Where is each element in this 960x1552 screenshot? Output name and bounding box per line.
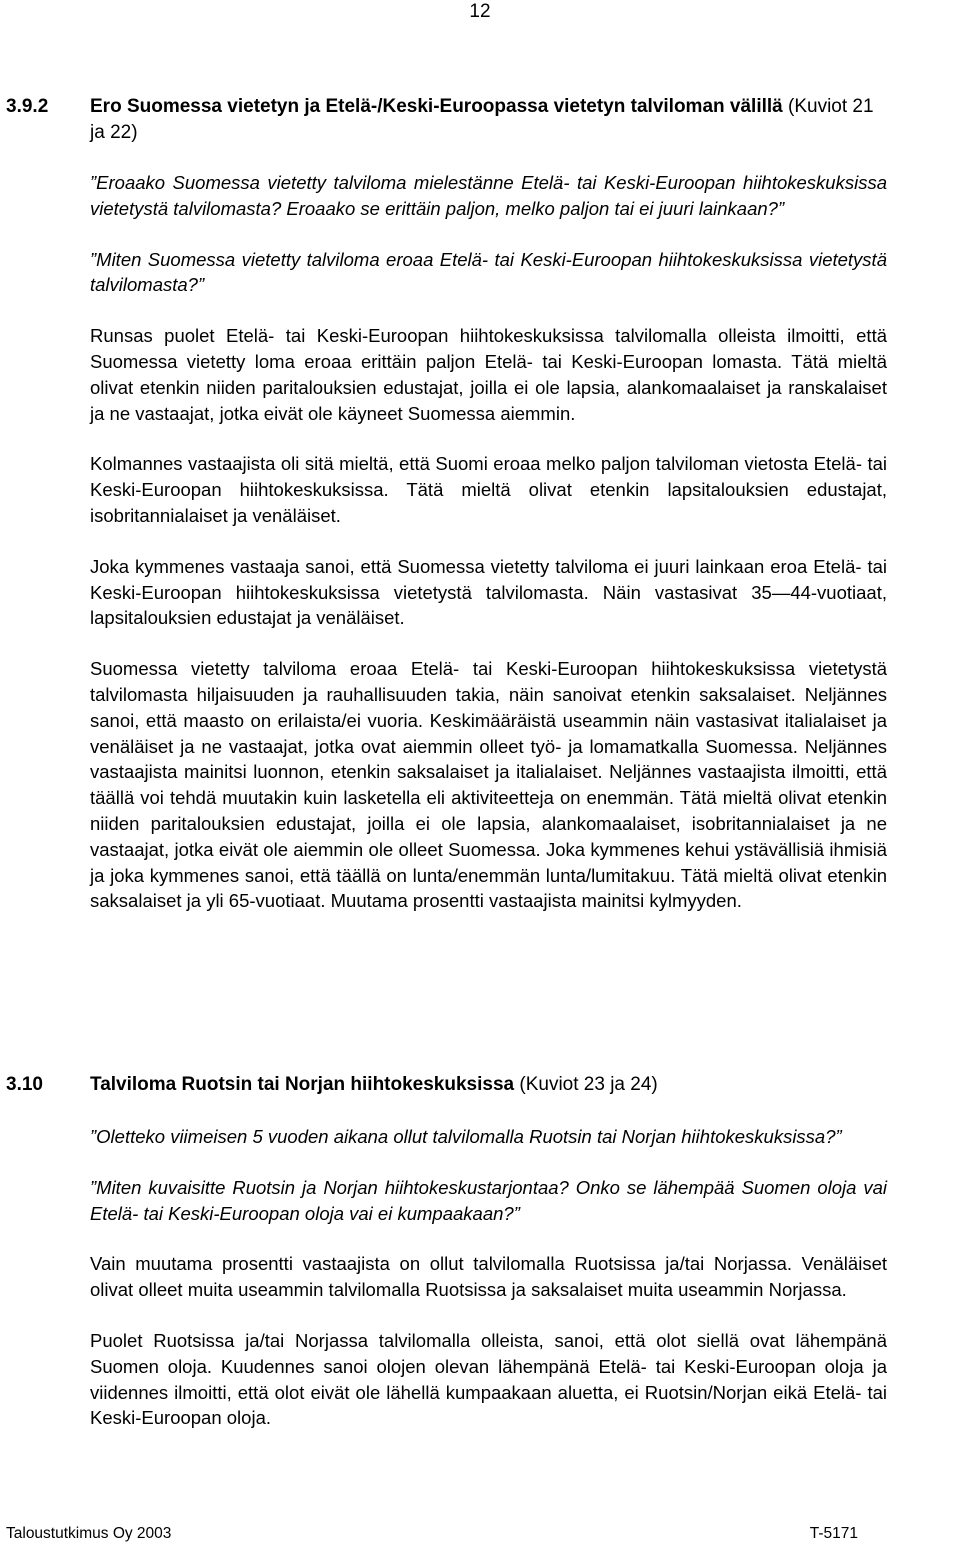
section-title <box>90 94 887 146</box>
section-heading <box>0 1072 960 1098</box>
survey-question: ”Miten kuvaisitte Ruotsin ja Norjan hiihtokeskustarjontaa? Onko se lähempää Suomen oloja vai Etelä- tai Keski-Euroopan oloja vai ei kumpaakaan?” <box>90 1176 887 1224</box>
body-paragraph: Joka kymmenes vastaaja sanoi, että Suomessa vietetty talviloma ei juuri lainkaan eroa Etelä- tai Keski-Euroopan hiihtokeskuksissa vietetystä talvilomasta. Näin vastasivat 35—44-vuotiaat, lapsitalouksien edustajat ja venäläiset. <box>90 555 887 629</box>
section-title-reference: (Kuviot 21 ja 22) <box>90 96 874 143</box>
section-title-main: Ero Suomessa vietetyn ja Etelä-/Keski-Euroopassa vietetyn talviloman välillä <box>90 96 783 117</box>
body-paragraph: Puolet Ruotsissa ja/tai Norjassa talvilomalla olleista, sanoi, että olot siellä ovat lähempänä Suomen oloja. Kuudennes sanoi olojen olevan lähempänä Etelä- tai Keski-Euroopan oloja ja viidennes ilmoitti, että olot eivät ole lähellä kumpaakaan aluetta, ei Ruotsin/Norjan eikä Etelä- tai Keski-Euroopan oloja. <box>90 1329 887 1429</box>
footer-publisher: Taloustutkimus Oy 2003 <box>6 1525 172 1542</box>
body-paragraph: Vain muutama prosentti vastaajista on ollut talvilomalla Ruotsissa ja/tai Norjassa. Venäläiset olivat olleet muita useammin talvilomalla Ruotsissa ja saksalaiset muita useammin Norjassa. <box>90 1253 887 1301</box>
section-3-10 <box>0 1072 960 1431</box>
survey-question: ”Eroaako Suomessa vietetty talviloma mielestänne Etelä- tai Keski-Euroopan hiihtokeskuksissa vietetystä talvilomasta? Eroaako se erittäin paljon, melko paljon tai ei juuri lainkaan?” <box>90 172 887 219</box>
section-title-reference: (Kuviot 23 ja 24) <box>514 1074 658 1095</box>
section-number: 3.10 <box>6 1074 43 1095</box>
section-3-9-2 <box>0 94 960 914</box>
survey-question: ”Oletteko viimeisen 5 vuoden aikana ollut talvilomalla Ruotsin tai Norjan hiihtokeskuksissa?” <box>90 1126 842 1147</box>
body-paragraph: Runsas puolet Etelä- tai Keski-Euroopan hiihtokeskuksissa talvilomalla olleista ilmoitti, että Suomessa vietetty loma eroaa erittäin paljon Etelä- tai Keski-Euroopan lomasta. Tätä mieltä olivat etenkin niiden paritalouksien edustajat, joilla ei ole lapsia, alankomaalaiset ja ranskalaiset ja ne vastaajat, jotka eivät ole käyneet Suomessa aiemmin. <box>90 325 887 424</box>
section-heading <box>0 94 960 146</box>
section-body <box>90 170 887 914</box>
body-paragraph: Kolmannes vastaajista oli sitä mieltä, että Suomi eroaa melko paljon talviloman vietosta Etelä- tai Keski-Euroopan hiihtokeskuksissa. Tätä mieltä olivat etenkin lapsitalouksien edustajat, isobritannialaiset ja venäläiset. <box>90 453 887 526</box>
page-number: 12 <box>469 1 491 22</box>
section-title-main: Talviloma Ruotsin tai Norjan hiihtokeskuksissa <box>90 1074 515 1095</box>
section-title <box>90 1072 887 1098</box>
section-number: 3.9.2 <box>6 96 49 117</box>
survey-question: ”Miten Suomessa vietetty talviloma eroaa Etelä- tai Keski-Euroopan hiihtokeskuksissa vietetystä talvilomasta?” <box>90 248 887 296</box>
section-body <box>90 1124 887 1431</box>
footer-report-code: T-5171 <box>809 1525 858 1542</box>
body-paragraph: Suomessa vietetty talviloma eroaa Etelä- tai Keski-Euroopan hiihtokeskuksissa vietetystä talvilomasta hiljaisuuden ja rauhallisuuden takia, näin sanoivat etenkin saksalaiset. Neljännes sanoi, että maasto on erilaista/ei vuoria. Keskimääräistä useammin näin vastasivat italialaiset ja venäläiset ja ne vastaajat, jotka ovat aiemmin olleet työ- ja lomamatkalla Suomessa. Neljännes vastaajista mainitsi luonnon, etenkin saksalaiset ja italialaiset. Neljännes vastaajista ilmoitti, että täällä voi tehdä muutakin kuin lasketella eli aktiviteetteja on enemmän. Tätä mieltä olivat etenkin niiden paritalouksien edustajat, joilla ei ole lapsia, alankomaalaiset, isobritannialaiset ja ne vastaajat, jotka eivät ole aiemmin ole olleet Suomessa. Joka kymmenes kehui ystävällisiä ihmisiä ja joka kymmenes sanoi, että täällä on lunta/enemmän lunta/lumitakuu. Tätä mieltä olivat etenkin saksalaiset ja yli 65-vuotiaat. Muutama prosentti vastaajista mainitsi kylmyyden. <box>90 658 887 912</box>
